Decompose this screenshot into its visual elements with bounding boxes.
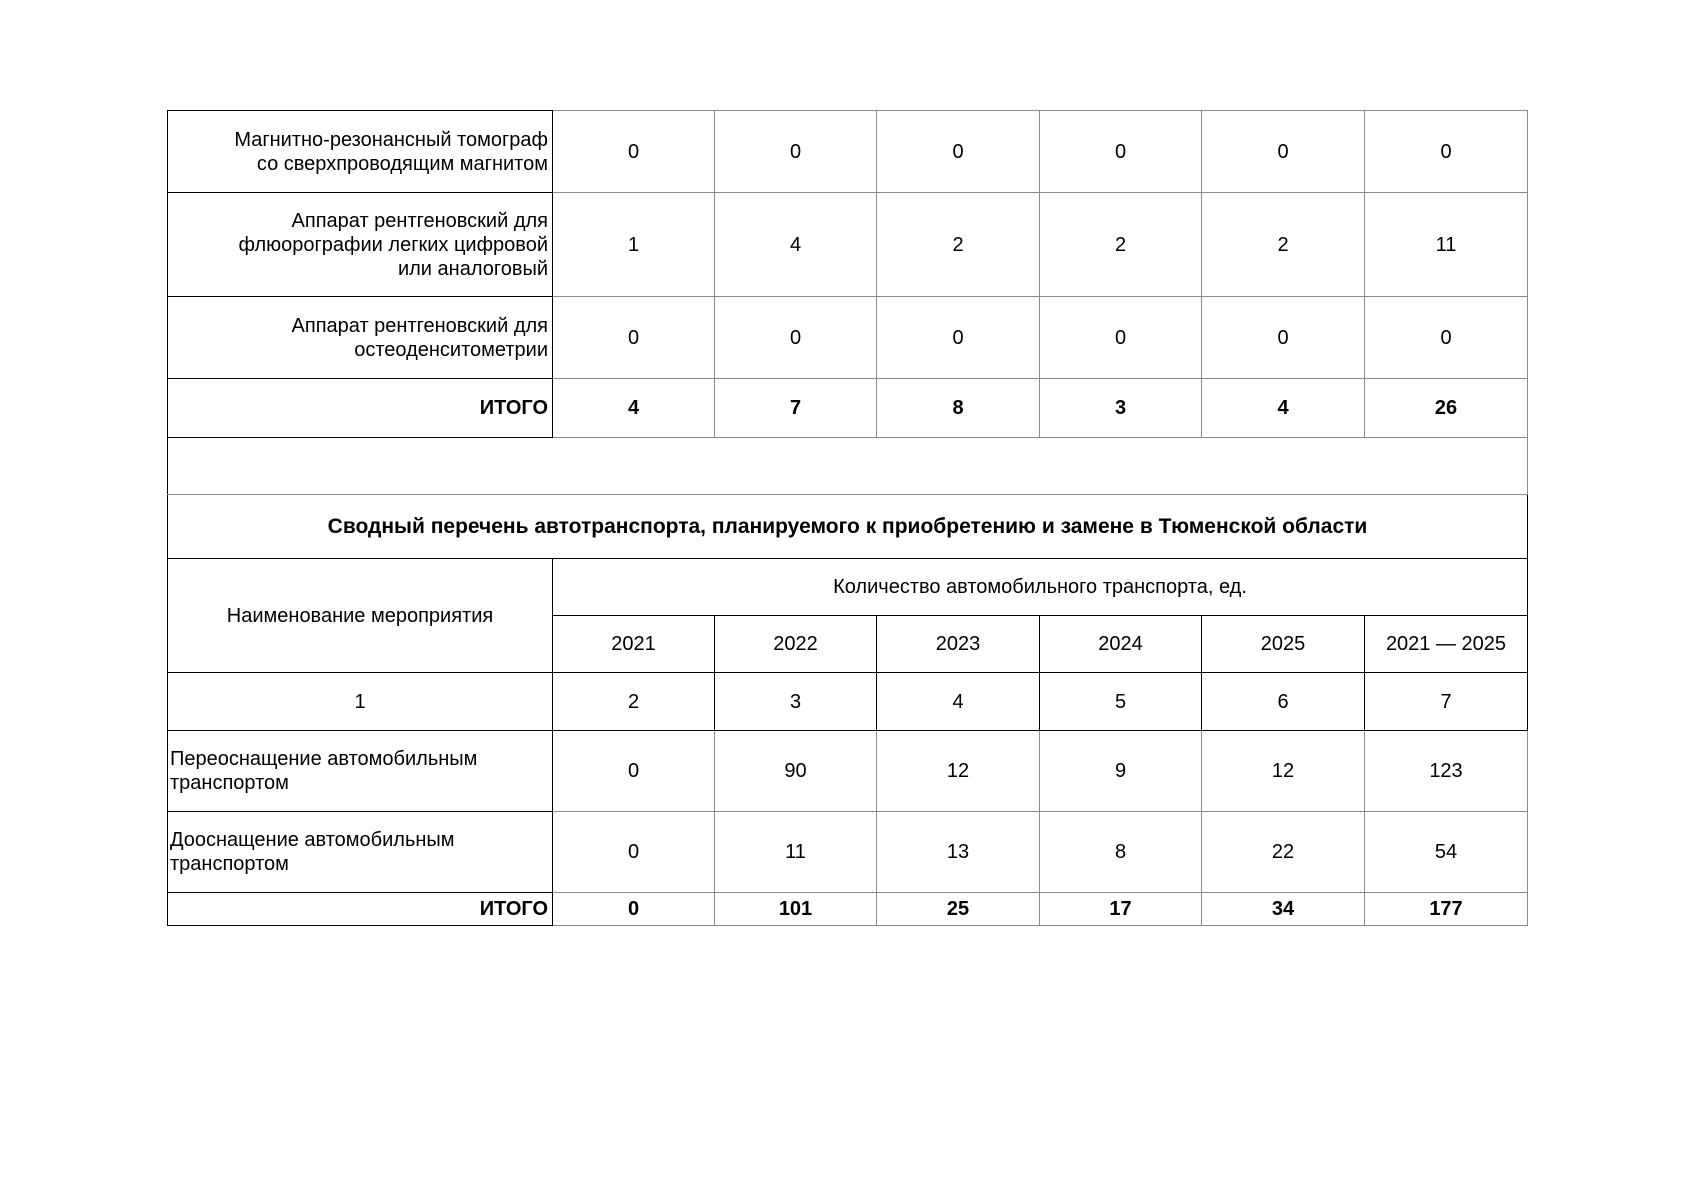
value-cell: 4 [715,193,877,297]
total-label: ИТОГО [168,379,553,438]
value-cell: 12 [877,731,1040,812]
total-value: 25 [877,893,1040,926]
value-cell: 0 [715,111,877,193]
value-cell: 13 [877,812,1040,893]
row-name: Магнитно-резонансный томограф со сверхпроводящим магнитом [168,111,553,193]
table-row [168,731,1528,812]
total-row [168,379,1528,438]
table-title: Сводный перечень автотранспорта, планируемого к приобретению и замене в Тюменской области [168,495,1528,559]
column-number: 6 [1202,673,1365,731]
value-cell: 0 [1202,297,1365,379]
total-value: 4 [1202,379,1365,438]
value-cell: 8 [1040,812,1202,893]
title-row [168,495,1528,559]
total-value: 8 [877,379,1040,438]
total-value: 34 [1202,893,1365,926]
value-cell: 9 [1040,731,1202,812]
header-year: 2022 [715,616,877,673]
header-year: 2024 [1040,616,1202,673]
value-cell: 0 [553,297,715,379]
table-row [168,297,1528,379]
value-cell: 2 [877,193,1040,297]
column-number: 5 [1040,673,1202,731]
header-name-col: Наименование мероприятия [168,559,553,673]
empty-cell [168,438,1528,495]
value-cell: 0 [553,111,715,193]
table-row [168,111,1528,193]
total-value: 177 [1365,893,1528,926]
total-value: 17 [1040,893,1202,926]
total-value: 7 [715,379,877,438]
value-cell: 0 [1040,297,1202,379]
total-value: 3 [1040,379,1202,438]
value-cell: 0 [715,297,877,379]
header-row [168,559,1528,616]
row-name: Дооснащение автомобильным транспортом [168,812,553,893]
value-cell: 1 [553,193,715,297]
spacer-row [168,438,1528,495]
table-row [168,193,1528,297]
total-row [168,893,1528,926]
header-numbers-row [168,673,1528,731]
row-name: Аппарат рентгеновский для остеоденситометрии [168,297,553,379]
header-year: 2025 [1202,616,1365,673]
total-value: 26 [1365,379,1528,438]
value-cell: 0 [1040,111,1202,193]
header-group: Количество автомобильного транспорта, ед. [553,559,1528,616]
column-number: 1 [168,673,553,731]
value-cell: 123 [1365,731,1528,812]
value-cell: 0 [877,297,1040,379]
value-cell: 11 [715,812,877,893]
value-cell: 0 [553,731,715,812]
value-cell: 0 [1202,111,1365,193]
row-name: Аппарат рентгеновский для флюорографии легких цифровой или аналоговый [168,193,553,297]
value-cell: 11 [1365,193,1528,297]
value-cell: 54 [1365,812,1528,893]
value-cell: 22 [1202,812,1365,893]
total-value: 0 [553,893,715,926]
value-cell: 0 [877,111,1040,193]
total-value: 4 [553,379,715,438]
header-year: 2023 [877,616,1040,673]
table-row [168,812,1528,893]
value-cell: 2 [1040,193,1202,297]
row-name: Переоснащение автомобильным транспортом [168,731,553,812]
total-label: ИТОГО [168,893,553,926]
header-year: 2021 [553,616,715,673]
column-number: 2 [553,673,715,731]
value-cell: 2 [1202,193,1365,297]
column-number: 3 [715,673,877,731]
document-table [167,110,1528,926]
value-cell: 0 [553,812,715,893]
value-cell: 12 [1202,731,1365,812]
value-cell: 90 [715,731,877,812]
header-year: 2021 — 2025 [1365,616,1528,673]
value-cell: 0 [1365,297,1528,379]
column-number: 4 [877,673,1040,731]
value-cell: 0 [1365,111,1528,193]
column-number: 7 [1365,673,1528,731]
total-value: 101 [715,893,877,926]
